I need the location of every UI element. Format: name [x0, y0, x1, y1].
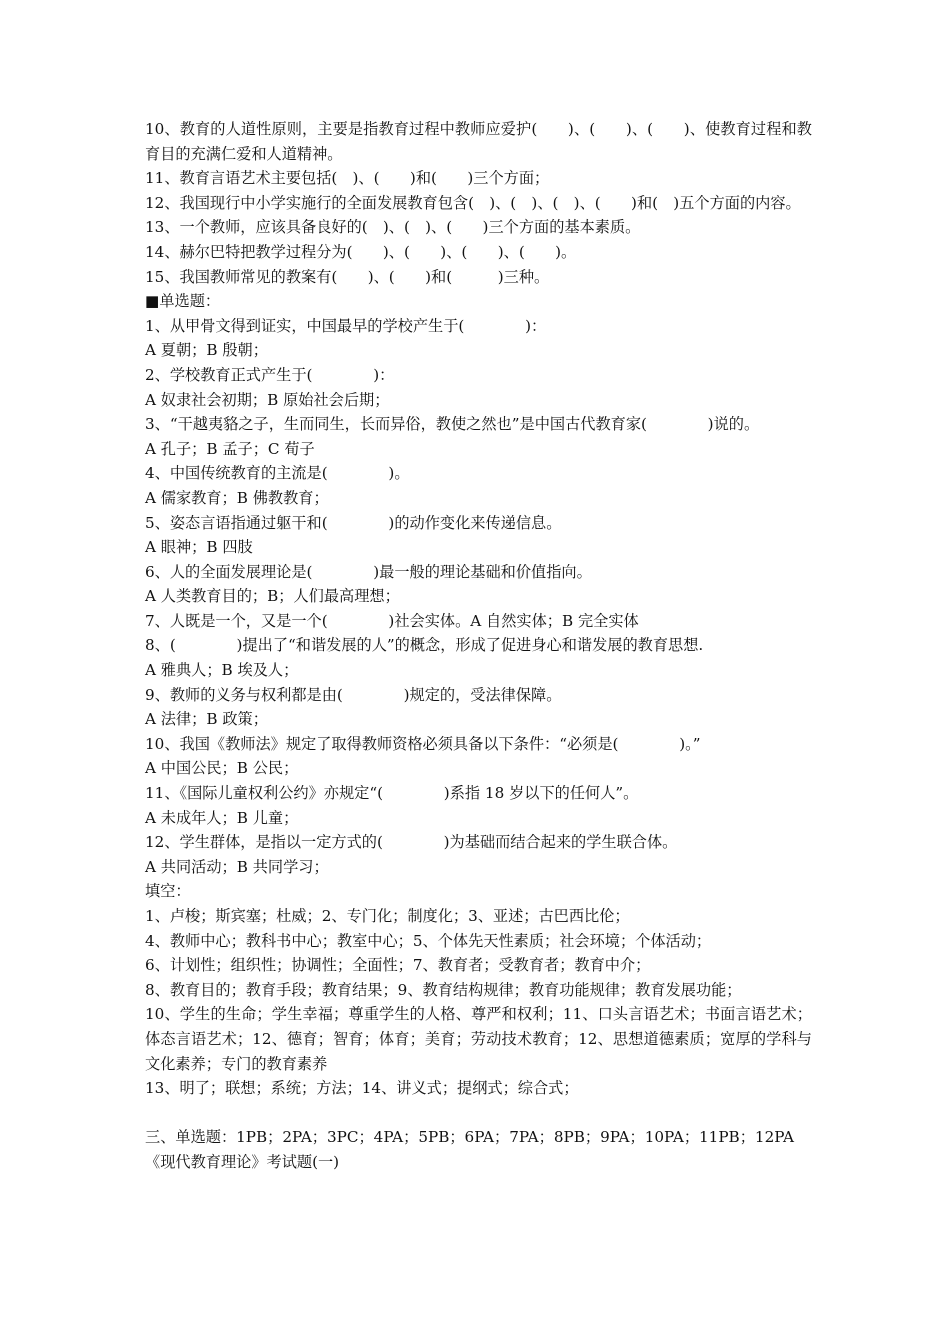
question-11: 11、教育言语艺术主要包括( )、( )和( )三个方面； — [145, 169, 550, 188]
question-14: 14、赫尔巴特把教学过程分为( )、( )、( )、( )。 — [145, 242, 577, 261]
choice-line: 7、人既是一个，又是一个( )社会实体。A 自然实体；B 完全实体 — [145, 611, 639, 630]
choice-line: 2、学校教育正式产生于( )： — [145, 365, 395, 384]
choice-line: A 孔子；B 孟子；C 荀子 — [145, 439, 315, 458]
question-13: 13、一个教师，应该具备良好的( )、( )、( )三个方面的基本素质。 — [145, 218, 641, 237]
answer-line: 8、教育目的；教育手段；教育结果；9、教育结构规律；教育功能规律；教育发展功能； — [145, 980, 742, 999]
fill-answers-list — [145, 904, 812, 1101]
choice-line: 12、学生群体，是指以一定方式的( )为基础而结合起来的学生联合体。 — [145, 833, 678, 852]
section-heading-single-choice: ■单选题： — [145, 292, 221, 311]
document-page — [145, 117, 812, 1175]
choice-line: 5、姿态言语指通过躯干和( )的动作变化来传递信息。 — [145, 513, 562, 532]
question-10: 10、教育的人道性原则，主要是指教育过程中教师应爱护( )、( )、( )、使教育过程和教育目的充满仁爱和人道精神。 — [145, 120, 812, 163]
choice-line: 8、( )提出了“和谐发展的人”的概念，形成了促进身心和谐发展的教育思想. — [145, 636, 704, 655]
choice-line: 3、“干越夷貉之子，生而同生，长而异俗，教使之然也”是中国古代教育家( )说的。 — [145, 415, 760, 434]
choice-line: 11、《国际儿童权利公约》亦规定“( )系指 18 岁以下的任何人”。 — [145, 784, 639, 803]
choice-line: 4、中国传统教育的主流是( )。 — [145, 464, 410, 483]
choice-line: A 未成年人；B 儿童； — [145, 808, 299, 827]
choice-line: 1、从甲骨文得到证实，中国最早的学校产生于( )： — [145, 316, 547, 335]
choice-line: A 法律；B 政策； — [145, 710, 268, 729]
choice-line: 9、教师的义务与权利都是由( )规定的，受法律保障。 — [145, 685, 562, 704]
answer-line: 10、学生的生命；学生幸福；尊重学生的人格、尊严和权利；11、口头言语艺术；书面言语艺术；体态言语艺术；12、德育；智育；体育；美育；劳动技术教育；12、思想道德素质；宽厚的学科与文化素养；专门的教育素养 — [145, 1005, 812, 1073]
choice-line: 10、我国《教师法》规定了取得教师资格必须具备以下条件：“必须是( )。” — [145, 734, 701, 753]
choice-line: A 共同活动；B 共同学习； — [145, 857, 329, 876]
choice-line: 6、人的全面发展理论是( )最一般的理论基础和价值指向。 — [145, 562, 592, 581]
single-choice-list — [145, 314, 812, 880]
answer-line: 4、教师中心；教科书中心；教室中心；5、个体先天性素质；社会环境；个体活动； — [145, 931, 712, 950]
choice-line: A 人类教育目的；B；人们最高理想； — [145, 587, 400, 606]
choice-line: A 中国公民；B 公民； — [145, 759, 299, 778]
section-heading-fill-answers: 填空： — [145, 882, 191, 901]
answer-line: 13、明了；联想；系统；方法；14、讲义式；提纲式；综合式； — [145, 1079, 579, 1098]
choice-line: A 奴隶社会初期；B 原始社会后期； — [145, 390, 390, 409]
answer-line: 6、计划性；组织性；协调性；全面性；7、教育者；受教育者；教育中介； — [145, 956, 651, 975]
choice-line: A 儒家教育；B 佛教教育； — [145, 488, 329, 507]
choice-line: A 眼神；B 四肢 — [145, 538, 253, 557]
next-exam-title: 《现代教育理论》考试题(一) — [145, 1152, 340, 1171]
question-12: 12、我国现行中小学实施行的全面发展教育包含( )、( )、( )、( )和( )五个方面的内容。 — [145, 193, 801, 212]
fill-questions — [145, 117, 812, 289]
spacer — [145, 1101, 812, 1126]
choice-line: A 夏朝；B 殷朝； — [145, 341, 268, 360]
choice-line: A 雅典人；B 埃及人； — [145, 661, 299, 680]
answer-line: 1、卢梭；斯宾塞；杜威；2、专门化；制度化；3、亚述；古巴西比伦； — [145, 907, 630, 925]
question-15: 15、我国教师常见的教案有( )、( )和( )三种。 — [145, 267, 550, 286]
single-choice-answers: 三、单选题：1PB；2PA；3PC；4PA；5PB；6PA；7PA；8PB；9PA；10PA；11PB；12PA — [145, 1128, 795, 1147]
